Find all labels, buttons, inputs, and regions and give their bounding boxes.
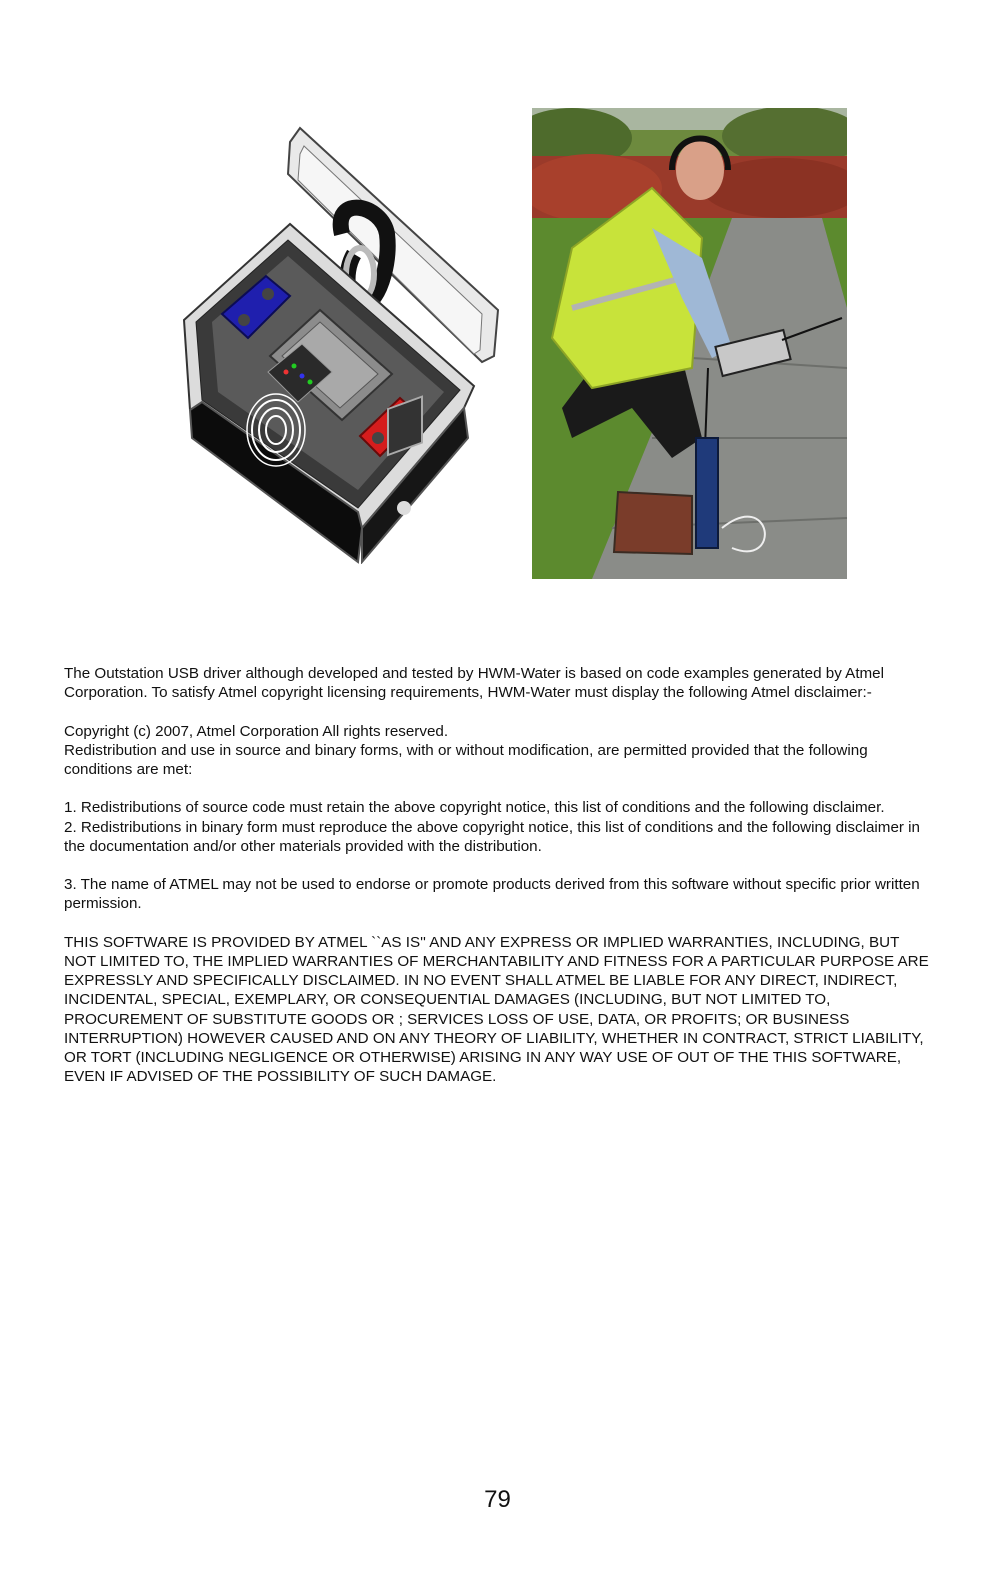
condition-3: 3. The name of ATMEL may not be used to endorse or promote products derived from this software without specific prior written permission. [64, 876, 920, 913]
redistribution-paragraph: Redistribution and use in source and binary forms, with or without modification, are permitted provided that the following conditions are met: [64, 741, 868, 778]
paragraph-gap [64, 779, 929, 798]
equipment-case-figure [182, 124, 500, 564]
page-number: 79 [484, 1486, 511, 1513]
paragraph-gap [64, 914, 929, 933]
condition-1: 1. Redistributions of source code must retain the above copyright notice, this list of conditions and the following disclaimer. [64, 799, 885, 817]
warranty-disclaimer: THIS SOFTWARE IS PROVIDED BY ATMEL ``AS IS'' AND ANY EXPRESS OR IMPLIED WARRANTIES, INCLUDING, BUT NOT LIMITED TO, THE IMPLIED WARRANTIES OF MERCHANTABILITY AND FITNESS FOR A PARTICULAR PURPOSE ARE EXPRESSLY AND SPECIFICALLY DISCLAIMED. IN NO EVENT SHALL ATMEL BE LIABLE FOR ANY DIRECT, INDIRECT, INCIDENTAL, SPECIAL, EXEMPLARY, OR CONSEQUENTIAL DAMAGES (INCLUDING, BUT NOT LIMITED TO, PROCUREMENT OF SUBSTITUTE GOODS OR ; SERVICES LOSS OF USE, DATA, OR PROFITS; OR BUSINESS INTERRUPTION) HOWEVER CAUSED AND ON ANY THEORY OF LIABILITY, WHETHER IN CONTRACT, STRICT LIABILITY, OR TORT (INCLUDING NEGLIGENCE OR OTHERWISE) ARISING IN ANY WAY USE OF OUT OF THE THIS SOFTWARE, EVEN IF ADVISED OF THE POSSIBILITY OF SUCH DAMAGE. [64, 933, 929, 1086]
field-operator-photo [532, 108, 847, 579]
paragraph-gap [64, 702, 929, 721]
intro-paragraph: The Outstation USB driver although developed and tested by HWM-Water is based on code examples generated by Atmel Corporation. To satisfy Atmel copyright licensing requirements, HWM-Water must display the following Atmel disclaimer:- [64, 665, 885, 702]
paragraph-gap [64, 856, 929, 875]
condition-2: 2. Redistributions in binary form must reproduce the above copyright notice, this list of conditions and the following disclaimer in the documentation and/or other materials provided with the distribution. [64, 818, 920, 855]
copyright-line: Copyright (c) 2007, Atmel Corporation All rights reserved. [64, 722, 449, 740]
equipment-case-illustration [182, 124, 500, 564]
disclaimer-text [64, 664, 929, 1086]
field-operator-illustration [532, 108, 847, 579]
